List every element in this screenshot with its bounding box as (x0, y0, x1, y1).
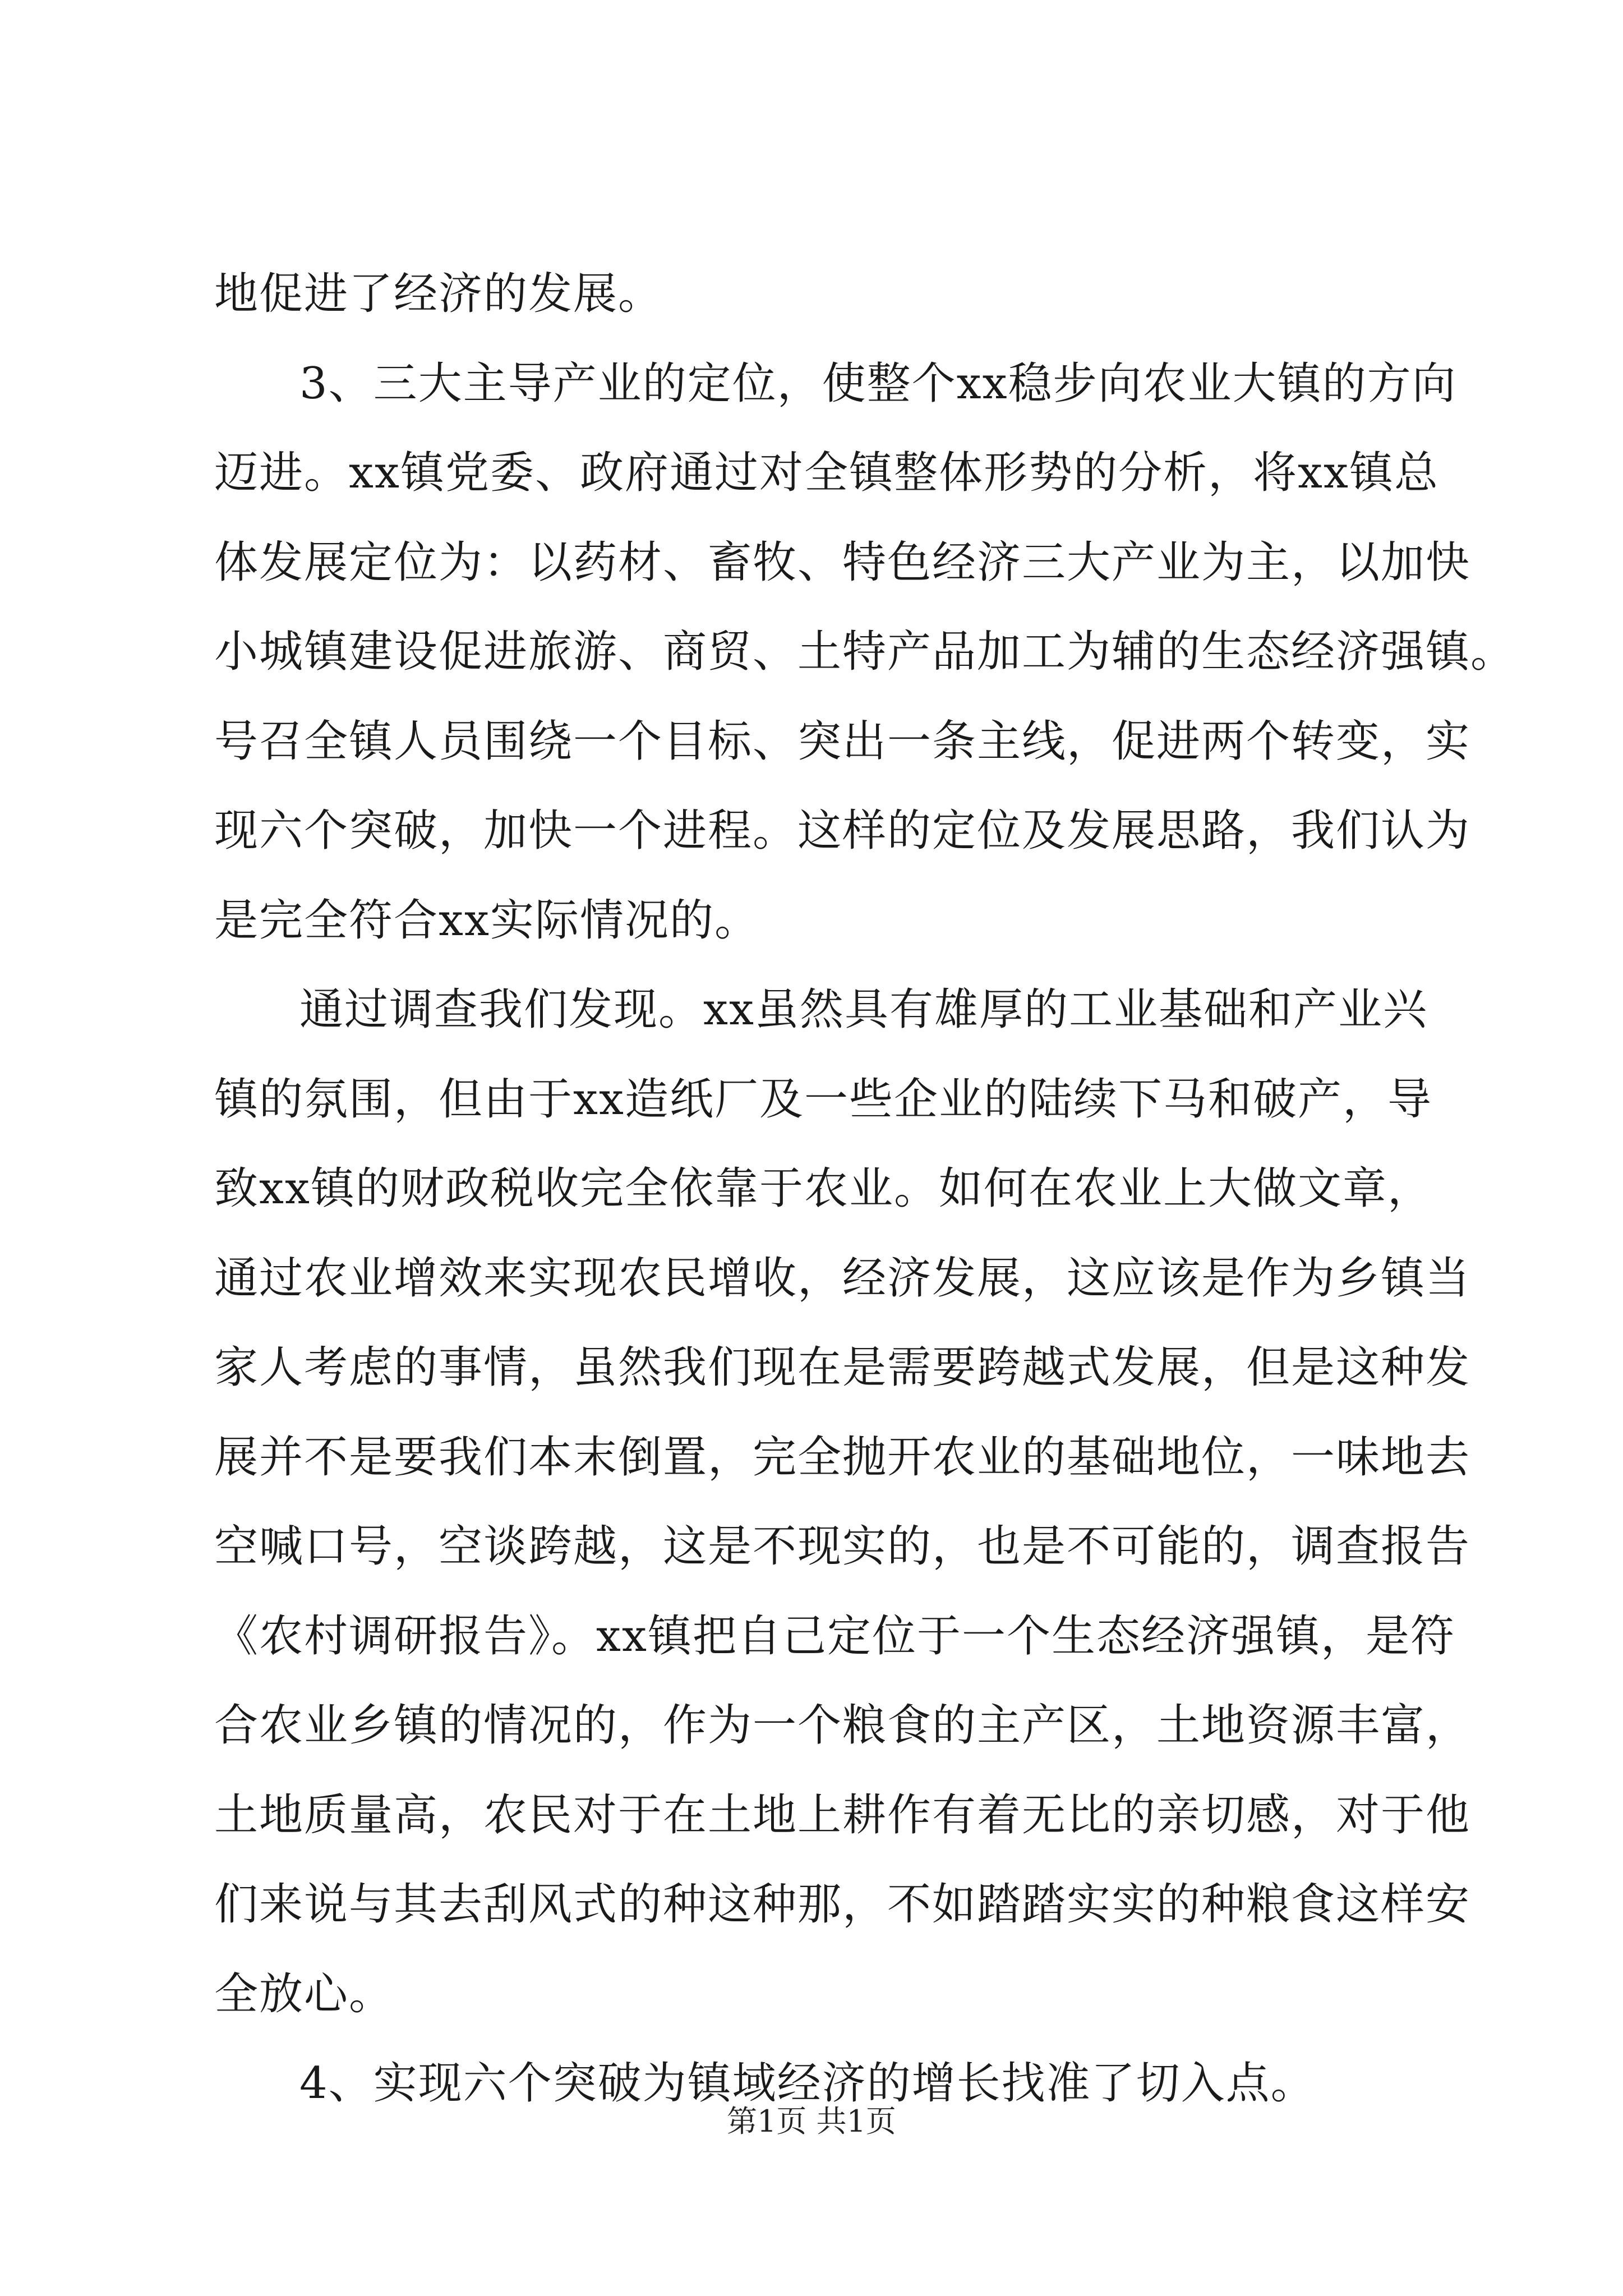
page-number-label: 第1页 共1页 (727, 2104, 896, 2139)
text-line: 地促进了经济的发展。 (214, 269, 663, 319)
text-line: 迈进。xx镇党委、政府通过对全镇整体形势的分析，将xx镇总 (214, 448, 1439, 498)
text-line: 土地质量高，农民对于在土地上耕作有着无比的亲切感，对于他 (214, 1789, 1471, 1841)
text-line: 号召全镇人员围绕一个目标、突出一条主线，促进两个转变，实 (214, 716, 1471, 767)
paragraph-first-line: 通过调查我们发现。xx虽然具有雄厚的工业基础和产业兴 (299, 984, 1428, 1035)
paragraph-first-line: 3、三大主导产业的定位，使整个xx稳步向农业大镇的方向 (299, 358, 1457, 409)
text-line: 合农业乡镇的情况的，作为一个粮食的主产区，土地资源丰富， (214, 1700, 1471, 1751)
text-line: 镇的氛围，但由于xx造纸厂及一些企业的陆续下马和破产，导 (214, 1074, 1432, 1125)
text-line: 全放心。 (214, 1968, 394, 2019)
text-line: 家人考虑的事情，虽然我们现在是需要跨越式发展，但是这种发 (214, 1342, 1471, 1393)
text-line: 是完全符合xx实际情况的。 (214, 895, 759, 946)
text-line: 致xx镇的财政税收完全依靠于农业。如何在农业上大做文章， (214, 1163, 1432, 1214)
text-line: 现六个突破，加快一个进程。这样的定位及发展思路，我们认为 (214, 806, 1471, 856)
text-line: 展并不是要我们本末倒置，完全抛开农业的基础地位，一味地去 (214, 1432, 1471, 1483)
document-body (214, 250, 1516, 2129)
paragraph-first-line: 4、实现六个突破为镇域经济的增长找准了切入点。 (299, 2058, 1316, 2109)
text-line: 小城镇建设促进旅游、商贸、土特产品加工为辅的生态经济强镇。 (214, 627, 1516, 677)
text-line: 空喊口号，空谈跨越，这是不现实的，也是不可能的，调查报告 (214, 1521, 1471, 1572)
page-footer (0, 2099, 1623, 2144)
text-line: 通过农业增效来实现农民增收，经济发展，这应该是作为乡镇当 (214, 1253, 1471, 1304)
text-line: 体发展定位为：以药材、畜牧、特色经济三大产业为主，以加快 (214, 537, 1471, 588)
text-line: 《农村调研报告》。xx镇把自己定位于一个生态经济强镇，是符 (214, 1611, 1455, 1662)
text-line: 们来说与其去刮风式的种这种那，不如踏踏实实的种粮食这样安 (214, 1879, 1471, 1930)
